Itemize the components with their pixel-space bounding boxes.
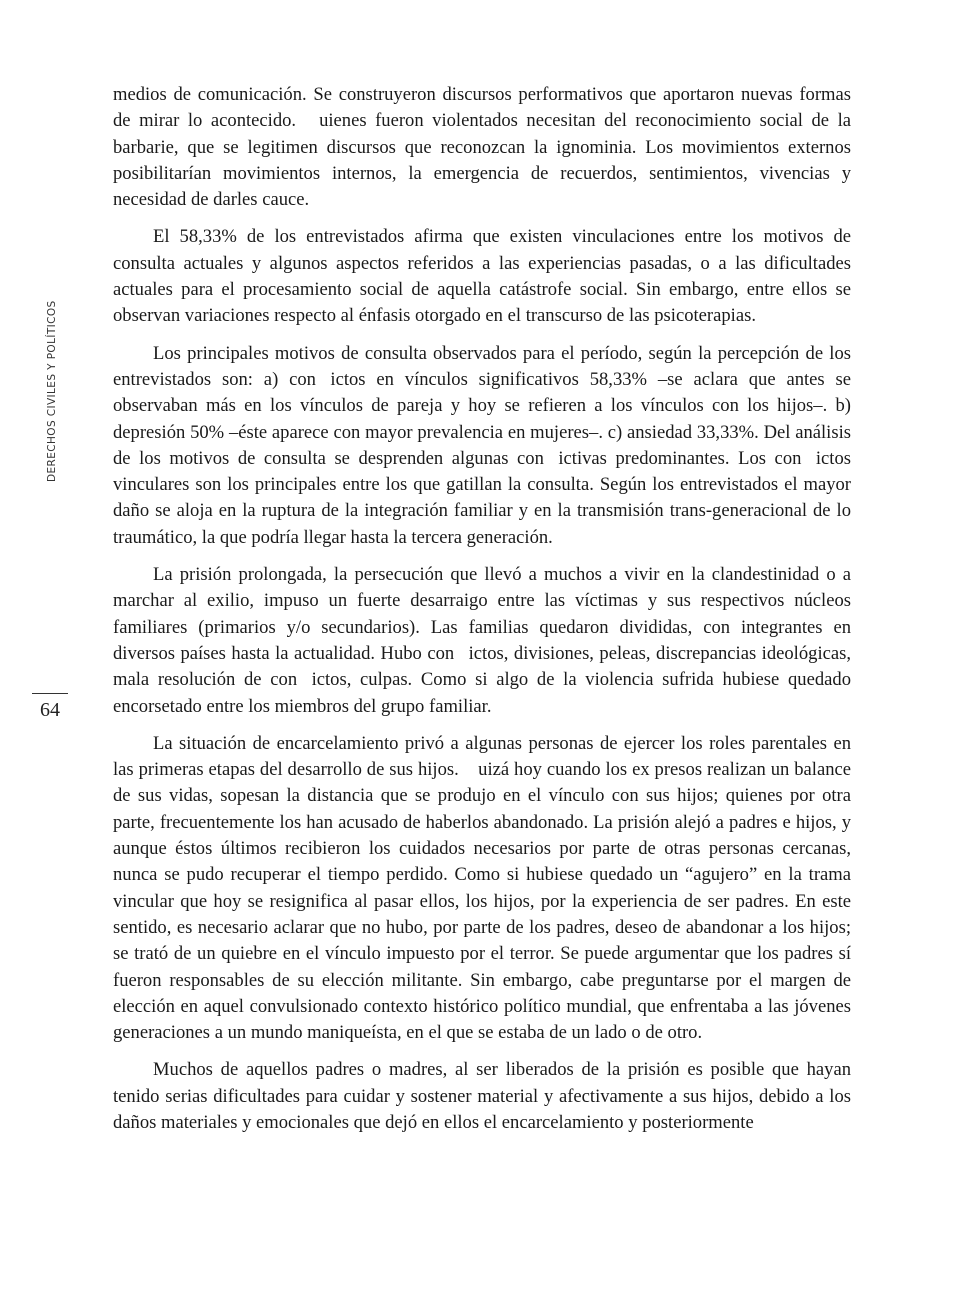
paragraph-2: El 58,33% de los entrevistados afirma que existen vinculaciones entre los motivos de consulta actuales y algunos aspectos referidos a las experiencias pasadas, o a las dificultades actuales para el procesamiento social de aquella catástrofe social. Sin embargo, entre ellos se observan variaciones respecto al énfasis otorgado en el transcurso de las psicoterapias. bbox=[113, 226, 851, 327]
running-head: DERECHOS CIVILES Y POLÍTICOS bbox=[46, 300, 58, 482]
page-number: 64 bbox=[40, 699, 60, 721]
paragraph-4: La prisión prolongada, la persecución que llevó a muchos a vivir en la clandestinidad o a marchar al exilio, impuso un fuerte desarraigo entre las víctimas y sus respectivos núcleos familiares (primarios y/o secundarios). Las familias quedaron divididas, con integrantes en diversos países hasta la actualidad. Hubo con ictos, divisiones, peleas, discrepancias ideológicas, mala resolución de con ictos, culpas. Como si algo de la violencia sufrida hubiese quedado encorsetado entre los miembros del grupo familiar. bbox=[113, 564, 851, 717]
paragraph-6: Muchos de aquellos padres o madres, al ser liberados de la prisión es posible que hayan tenido serias dificultades para cuidar y sostener material y afectivamente a sus hijos, debido a los daños materiales y emocionales que dejó en ellos el encarcelamiento y posteriormente bbox=[113, 1059, 851, 1133]
paragraph-5: La situación de encarcelamiento privó a algunas personas de ejercer los roles parentales en las primeras etapas del desarrollo de sus hijos.  uizá hoy cuando los ex presos realizan un balance de sus vidas, sopesan la distancia que se produjo en el vínculo con sus hijos; quienes por otra parte, frecuentemente los han acusado de haberlos abandonado. La prisión alejó a padres e hijos, y aunque éstos últimos recibieron los cuidados necesarios por parte de otras personas cercanas, nunca se pudo recuperar el tiempo perdido. Como si hubiese quedado un “agujero” en la trama vincular que hoy se resignifica al pasar ellos, los hijos, por la experiencia de ser padres. En este sentido, es necesario aclarar que no hubo, por parte de los padres, deseo de abandonar a los hijos; se trató de un quiebre en el vínculo impuesto por el terror. Se puede argumentar que los padres sí fueron responsables de su elección militante. Sin embargo, cabe preguntarse por el margen de elección en aquel convulsionado contexto histórico político mundial, que enfrentaba a las jóvenes generaciones a un mundo maniqueísta, en el que se estaba de un lado o de otro. bbox=[113, 732, 851, 1044]
paragraph-3: Los principales motivos de consulta observados para el período, según la percepción de los entrevistados son: a) con ictos en vínculos significativos 58,33% –se aclara que antes se observaban más en los vínculos de pareja y hoy se refieren a los vínculos con los hijos–. b) depresión 50% –éste aparece con mayor prevalencia en mujeres–. c) ansiedad 33,33%. Del análisis de los motivos de consulta se desprenden algunas con ictivas predominantes. Los con ictos vinculares son los principales entre los que gatillan la consulta. Según los entrevistados el mayor daño se aloja en la ruptura de la integración familiar y en la transmisión trans-generacional de lo traumático, la que podría llegar hasta la tercera generación. bbox=[113, 342, 851, 548]
paragraph-1: medios de comunicación. Se construyeron discursos performativos que aportaron nuevas formas de mirar lo acontecido.  uienes fueron violentados necesitan del reconocimiento social de la barbarie, que se legitimen discursos que reconozcan la ignominia. Los movimientos externos posibilitarían movimientos internos, la emergencia de recuerdos, sentimientos, vivencias y necesidad de darles cauce. bbox=[113, 84, 851, 211]
body-text bbox=[113, 82, 851, 1147]
page-number-rule bbox=[32, 693, 68, 694]
